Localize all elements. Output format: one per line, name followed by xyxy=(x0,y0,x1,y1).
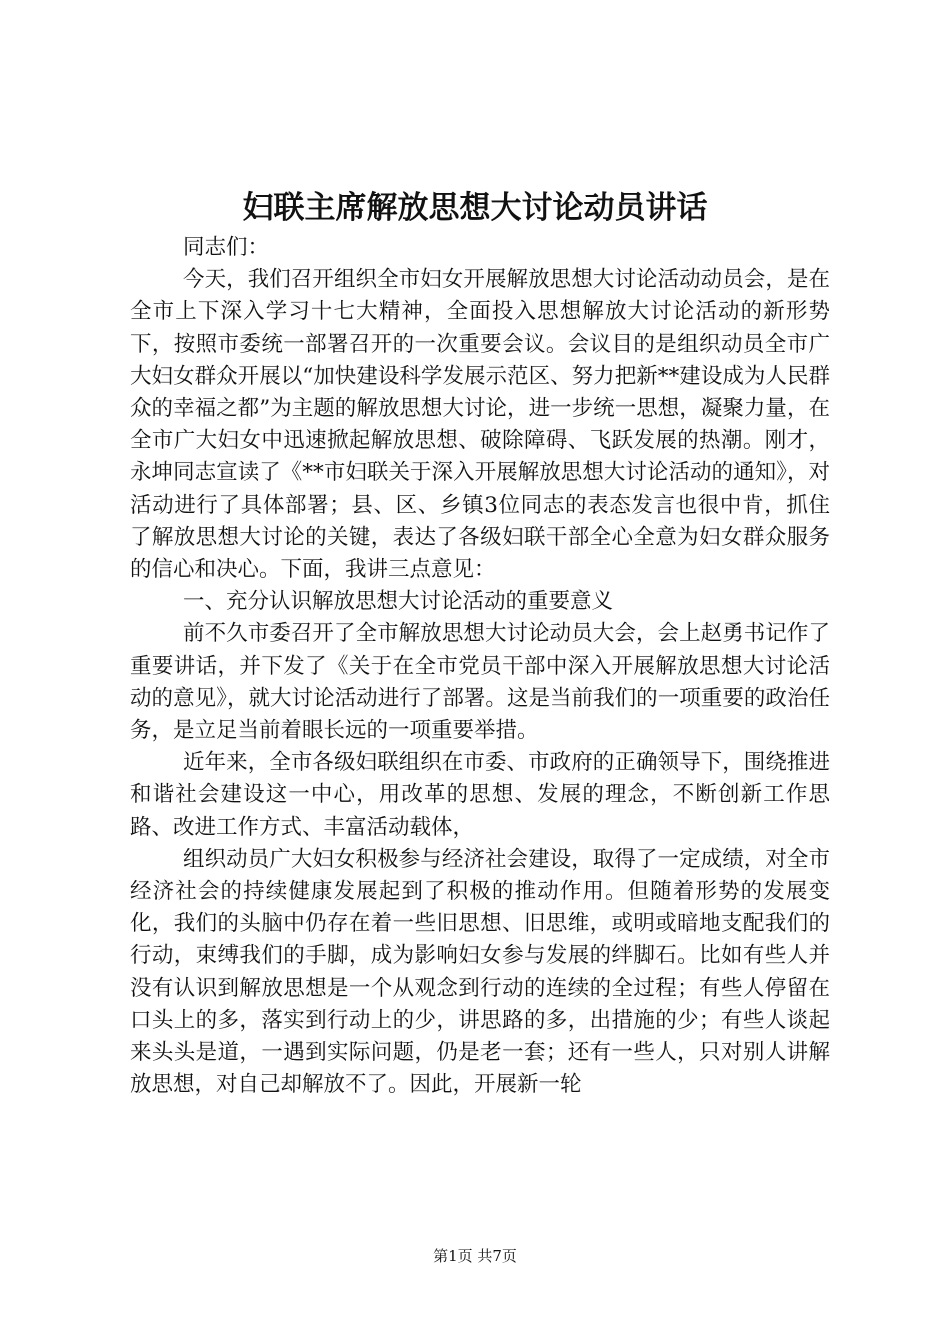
document-body xyxy=(130,232,830,1101)
salutation-paragraph: 同志们： xyxy=(183,235,270,260)
body-paragraph: 今天，我们召开组织全市妇女开展解放思想大讨论活动动员会，是在全市上下深入学习十七大精神，全面投入思想解放大讨论活动的新形势下，按照市委统一部署召开的一次重要会议。会议目的是组织动员全市广大妇女群众开展以“加快建设科学发展示范区、努力把新**建设成为人民群众的幸福之都”为主题的解放思想大讨论，进一步统一思想，凝聚力量，在全市广大妇女中迅速掀起解放思想、破除障碍、飞跃发展的热潮。刚才，永坤同志宣读了《**市妇联关于深入开展解放思想大讨论活动的通知》，对活动进行了具体部署；县、区、乡镇3位同志的表态发言也很中肯，抓住了解放思想大讨论的关键，表达了各级妇联干部全心全意为妇女群众服务的信心和决心。下面，我讲三点意见： xyxy=(130,267,830,583)
body-paragraph: 前不久市委召开了全市解放思想大讨论动员大会，会上赵勇书记作了重要讲话，并下发了《关于在全市党员干部中深入开展解放思想大讨论活动的意见》，就大讨论活动进行了部署。这是当前我们的一项重要的政治任务，是立足当前着眼长远的一项重要举措。 xyxy=(130,621,830,744)
body-paragraph: 组织动员广大妇女积极参与经济社会建设，取得了一定成绩，对全市经济社会的持续健康发展起到了积极的推动作用。但随着形势的发展变化，我们的头脑中仍存在着一些旧思想、旧思维，或明或暗地支配我们的行动，束缚我们的手脚，成为影响妇女参与发展的绊脚石。比如有些人并没有认识到解放思想是一个从观念到行动的连续的全过程；有些人停留在口头上的多，落实到行动上的少，讲思路的多，出措施的少；有些人谈起来头头是道，一遇到实际问题，仍是老一套；还有一些人，只对别人讲解放思想，对自己却解放不了。因此，开展新一轮 xyxy=(130,846,830,1098)
section-heading: 一、充分认识解放思想大讨论活动的重要意义 xyxy=(183,589,614,615)
body-paragraph: 近年来，全市各级妇联组织在市委、市政府的正确领导下，围绕推进和谐社会建设这一中心，用改革的思想、发展的理念，不断创新工作思路、改进工作方式、丰富活动载体， xyxy=(130,750,830,840)
page-footer: 第1页 共7页 xyxy=(433,1247,517,1265)
document-title: 妇联主席解放思想大讨论动员讲话 xyxy=(242,190,708,226)
